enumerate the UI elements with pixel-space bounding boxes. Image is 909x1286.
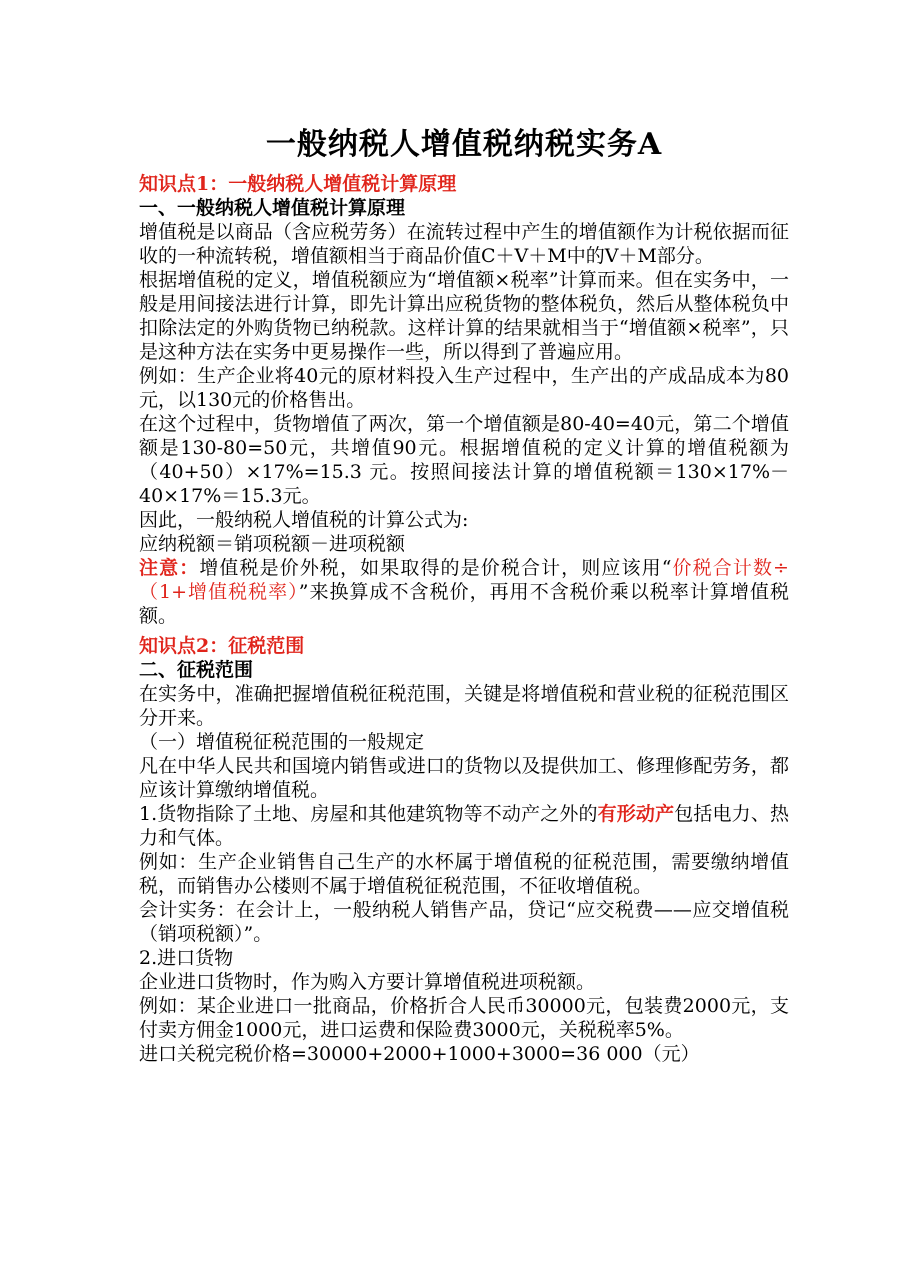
note-label: 注意： xyxy=(139,557,200,579)
note-formula: 价税合计数÷（1+增值税税率） xyxy=(139,557,789,603)
note-paragraph xyxy=(139,556,789,628)
section-1-heading: 一、一般纳税人增值税计算原理 xyxy=(139,197,406,219)
paragraph: 凡在中华人民共和国境内销售或进口的货物以及提供加工、修理修配劳务，都应该计算缴纳增值税。 xyxy=(139,755,789,801)
paragraph: 根据增值税的定义，增值税额应为“增值额×税率”计算而来。但在实务中，一般是用间接法进行计算，即先计算出应税货物的整体税负，然后从整体税负中扣除法定的外购货物已纳税款。这样计算的结果就相当于“增值额×税率”，只是这种方法在实务中更易操作一些，所以得到了普遍应用。 xyxy=(139,269,789,363)
document-title: 一般纳税人增值税纳税实务A xyxy=(265,127,663,162)
paragraph: 在实务中，准确把握增值税征税范围，关键是将增值税和营业税的征税范围区分开来。 xyxy=(139,683,789,729)
sub-heading: （一）增值税征税范围的一般规定 xyxy=(139,731,425,753)
document-body xyxy=(139,172,789,1066)
paragraph: 例如：某企业进口一批商品，价格折合人民币30000元，包装费2000元，支付卖方佣金1000元，进口运费和保险费3000元，关税税率5%。 xyxy=(139,995,789,1041)
paragraph: 企业进口货物时，作为购入方要计算增值税进项税额。 xyxy=(139,971,596,993)
formula: 应纳税额＝销项税额－进项税额 xyxy=(139,533,406,555)
highlight-term: 有形动产 xyxy=(597,803,675,825)
paragraph: 因此，一般纳税人增值税的计算公式为: xyxy=(139,509,469,531)
sub-heading: 2.进口货物 xyxy=(139,947,234,969)
paragraph-text: 1.货物指除了土地、房屋和其他建筑物等不动产之外的 xyxy=(139,803,598,825)
note-text: 增值税是价外税，如果取得的是价税合计，则应该用 xyxy=(199,557,662,579)
paragraph: 会计实务：在会计上，一般纳税人销售产品，贷记“应交税费——应交增值税（销项税额）”。 xyxy=(139,899,789,945)
paragraph: 增值税是以商品（含应税劳务）在流转过程中产生的增值额作为计税依据而征收的一种流转税，增值额相当于商品价值C＋V＋M中的V＋M部分。 xyxy=(139,221,789,267)
note-text-end: ”来换算成不含税价，再用不含税价乘以税率计算增值税额。 xyxy=(139,581,789,627)
paragraph-text: 包括电力、热力和气体。 xyxy=(139,803,789,849)
paragraph: 进口关税完税价格=30000+2000+1000+3000=36 000（元） xyxy=(139,1043,700,1065)
paragraph: 例如：生产企业销售自己生产的水杯属于增值税的征税范围，需要缴纳增值税，而销售办公楼则不属于增值税征税范围，不征收增值税。 xyxy=(139,851,789,897)
section-2-heading: 二、征税范围 xyxy=(139,659,254,681)
knowledge-point-2-heading: 知识点2：征税范围 xyxy=(139,635,305,657)
paragraph: 例如：生产企业将40元的原材料投入生产过程中，生产出的产成品成本为80元，以130元的价格售出。 xyxy=(139,365,789,411)
paragraph xyxy=(139,802,789,850)
paragraph: 在这个过程中，货物增值了两次，第一个增值额是80-40=40元，第二个增值额是130-80=50元，共增值90元。根据增值税的定义计算的增值税额为（40+50）×17%=15.3 元。按照间接法计算的增值税额＝130×17%－40×17%＝15.3元。 xyxy=(139,413,789,507)
note-quote: “ xyxy=(661,557,672,579)
knowledge-point-1-heading: 知识点1：一般纳税人增值税计算原理 xyxy=(139,173,457,195)
